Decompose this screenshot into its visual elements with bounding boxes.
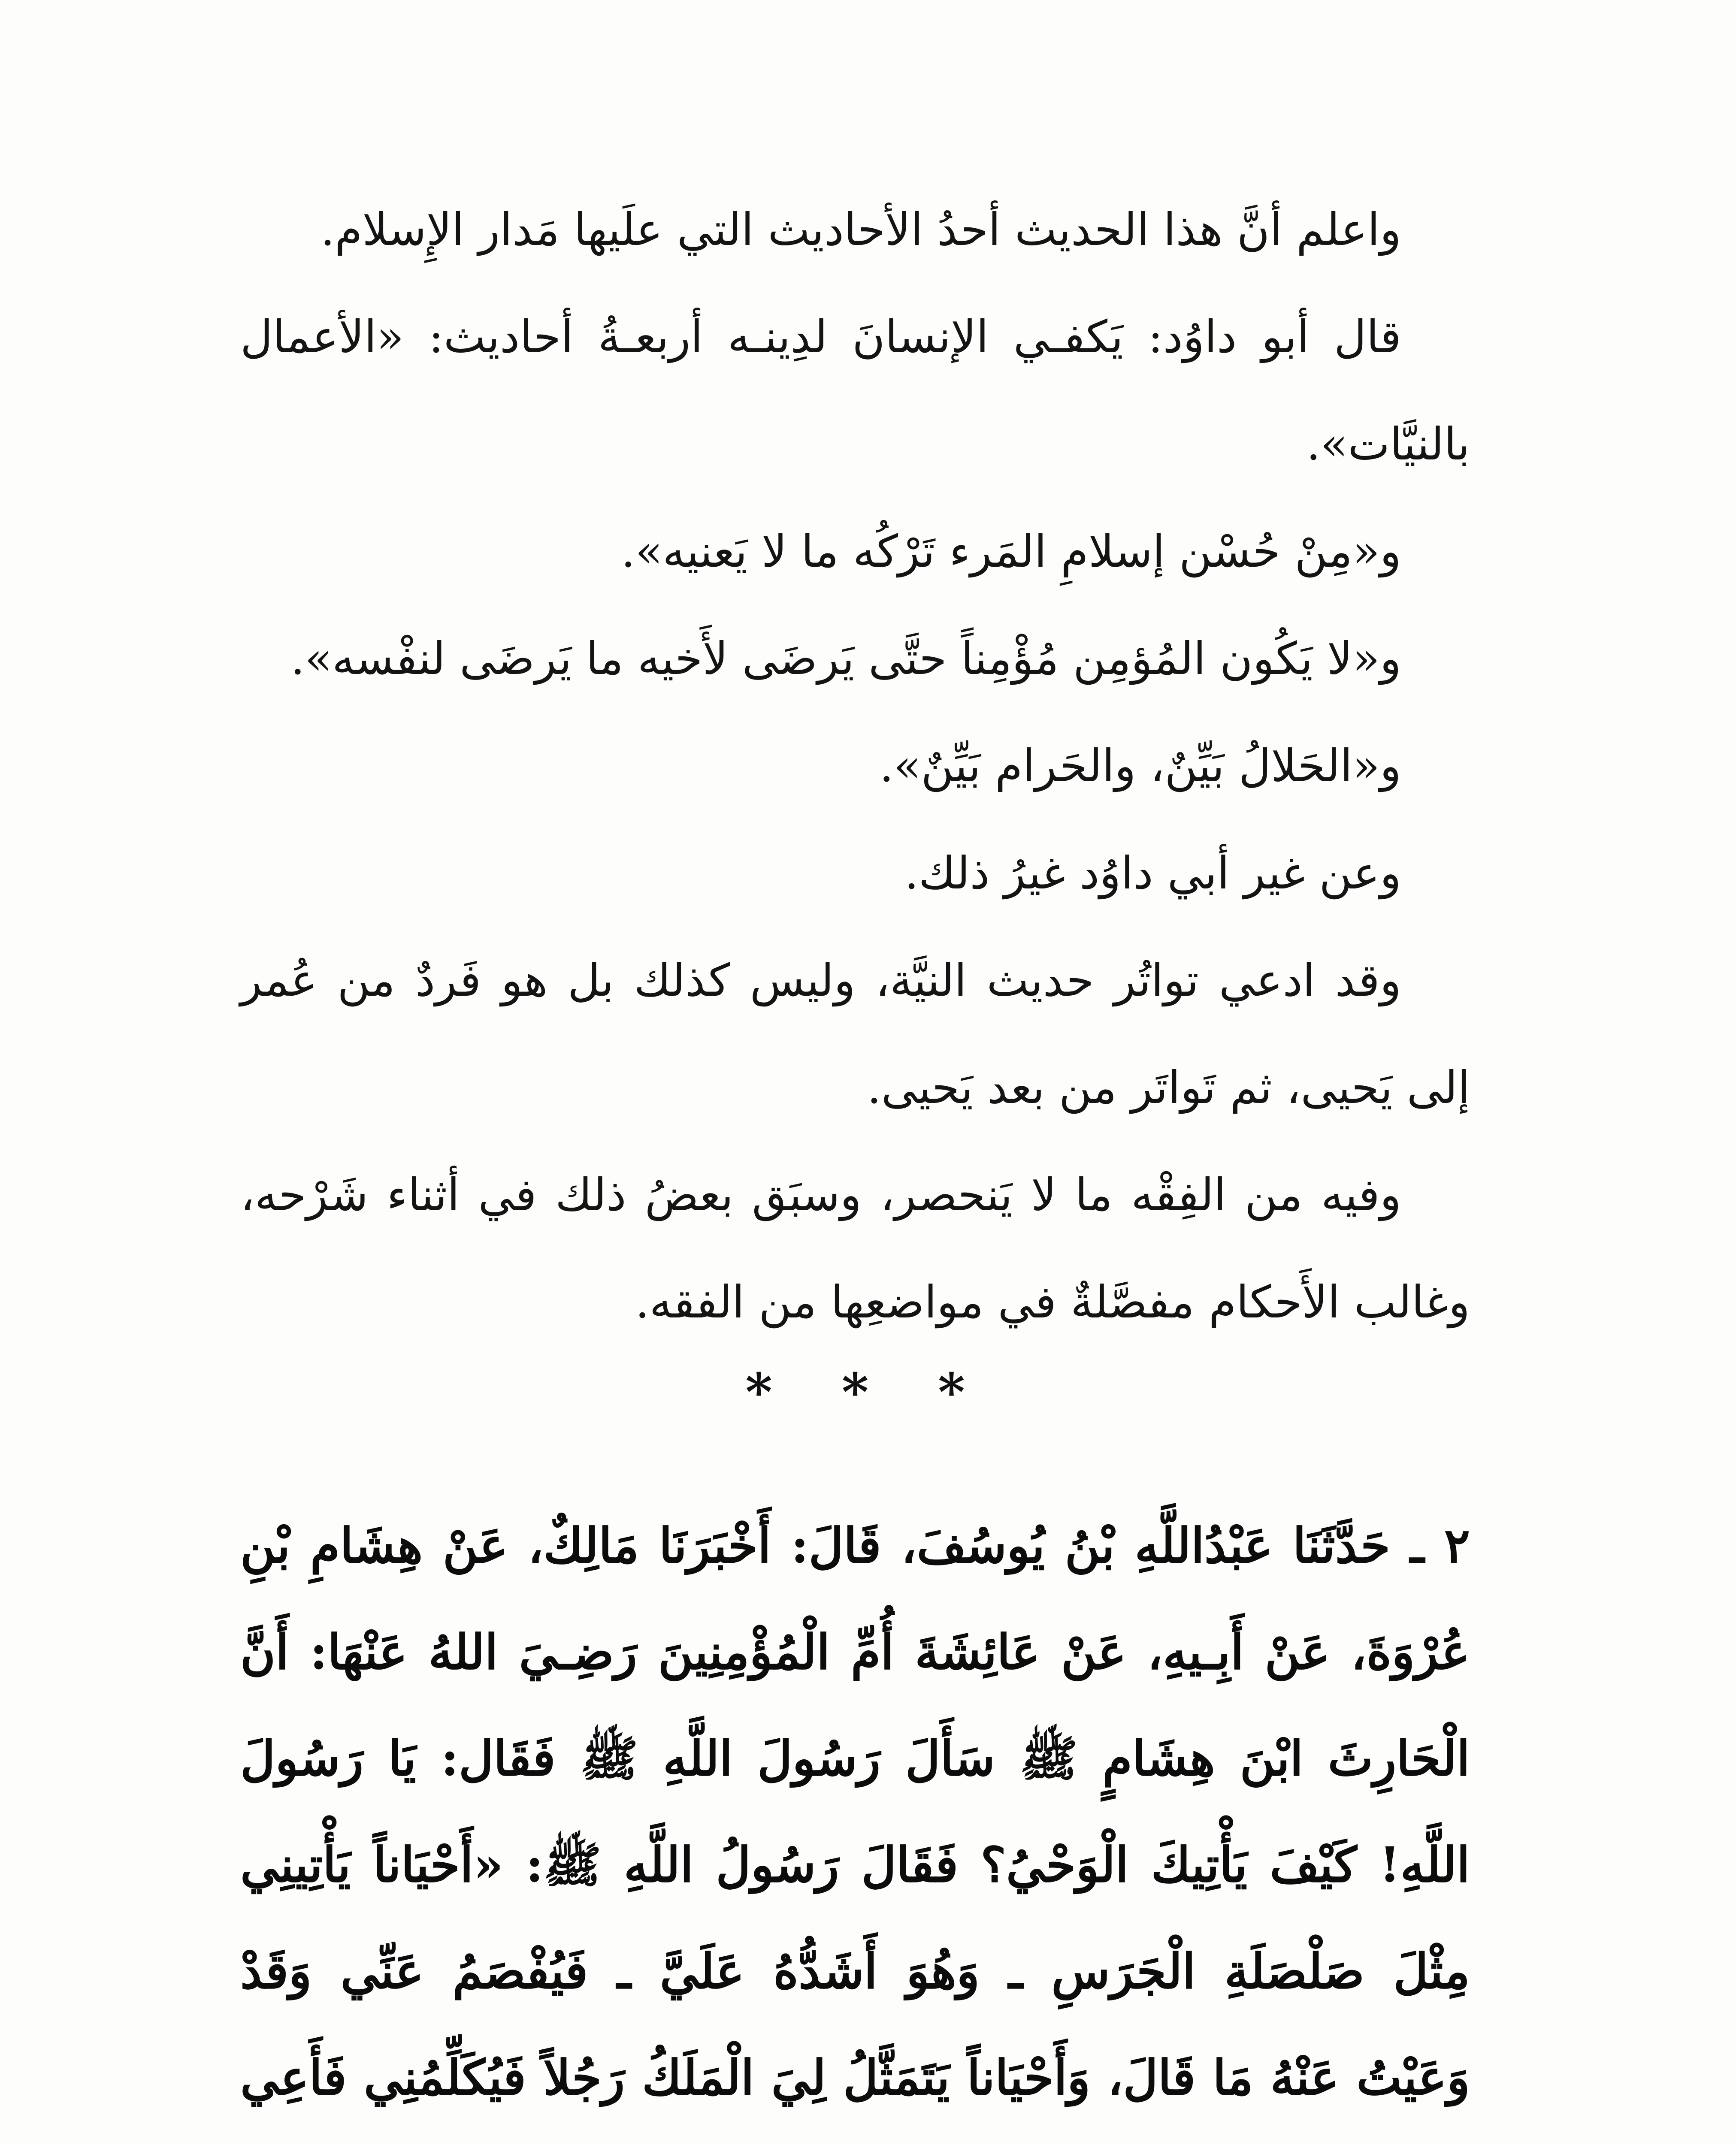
- commentary-section: [240, 176, 1470, 1356]
- commentary-paragraph-8: وفيه من الفِقْه ما لا يَنحصر، وسبَق بعضُ ذلك في أثناء شَرْحه، وغالب الأَحكام مفصَّلةٌ في مواضعِها من الفقه.: [240, 1169, 1470, 1328]
- commentary-paragraph-2: قال أبو داوُد: يَكفـي الإنسانَ لدِينـه أربعـةُ أحاديث: «الأعمال بالنيَّات».: [240, 311, 1470, 470]
- commentary-paragraph-1: واعلم أنَّ هذا الحديث أحدُ الأحاديث التي علَيها مَدار الإِسلام.: [320, 203, 1401, 256]
- commentary-paragraph-4: و«لا يَكُون المُؤمِن مُؤْمِناً حتَّى يَرضَى لأَخيه ما يَرضَى لنفْسه».: [290, 632, 1401, 685]
- commentary-paragraph-6: وعن غير أبي داوُد غيرُ ذلك.: [904, 847, 1401, 899]
- section-divider: * * *: [745, 1362, 991, 1423]
- hadith-section: [240, 1493, 1470, 2145]
- commentary-paragraph-7: وقد ادعي تواتُر حديث النيَّة، وليس كذلك بل هو فَردٌ من عُمر إلى يَحيى، ثم تَواتَر من بعد يَحيى.: [240, 954, 1470, 1114]
- commentary-paragraph-3: و«مِنْ حُسْن إسلامِ المَرء تَرْكُه ما لا يَعنيه».: [621, 525, 1401, 577]
- hadith-text: ٢ ـ حَدَّثَنَا عَبْدُاللَّهِ بْنُ يُوسُفَ، قَالَ: أَخْبَرَنَا مَالِكٌ، عَنْ هِشَامِ بْنِ عُرْوَةَ، عَنْ أَبِـيهِ، عَنْ عَائِشَةَ أُمِّ الْمُؤْمِنِينَ رَضِـيَ اللهُ عَنْهَا: أَنَّ الْحَارِثَ ابْنَ هِشَامٍ ﷺ سَأَلَ رَسُولَ اللَّهِ ﷺ فَقَال: يَا رَسُولَ اللَّهِ! كَيْفَ يَأْتِيكَ الْوَحْيُ؟ فَقَالَ رَسُولُ اللَّهِ ﷺ: «أَحْيَاناً يَأْتِينِي مِثْلَ صَلْصَلَةِ الْجَرَسِ ـ وَهُوَ أَشَدُّهُ عَلَيَّ ـ فَيُفْصَمُ عَنِّي وَقَدْ وَعَيْتُ عَنْهُ مَا قَالَ، وَأَحْيَاناً يَتَمَثَّلُ لِيَ الْمَلَكُ رَجُلاً فَيُكَلِّمُنِي فَأَعِي: [240, 1518, 1470, 2106]
- commentary-paragraph-5: و«الحَلالُ بَيِّنٌ، والحَرام بَيِّنٌ».: [879, 740, 1401, 792]
